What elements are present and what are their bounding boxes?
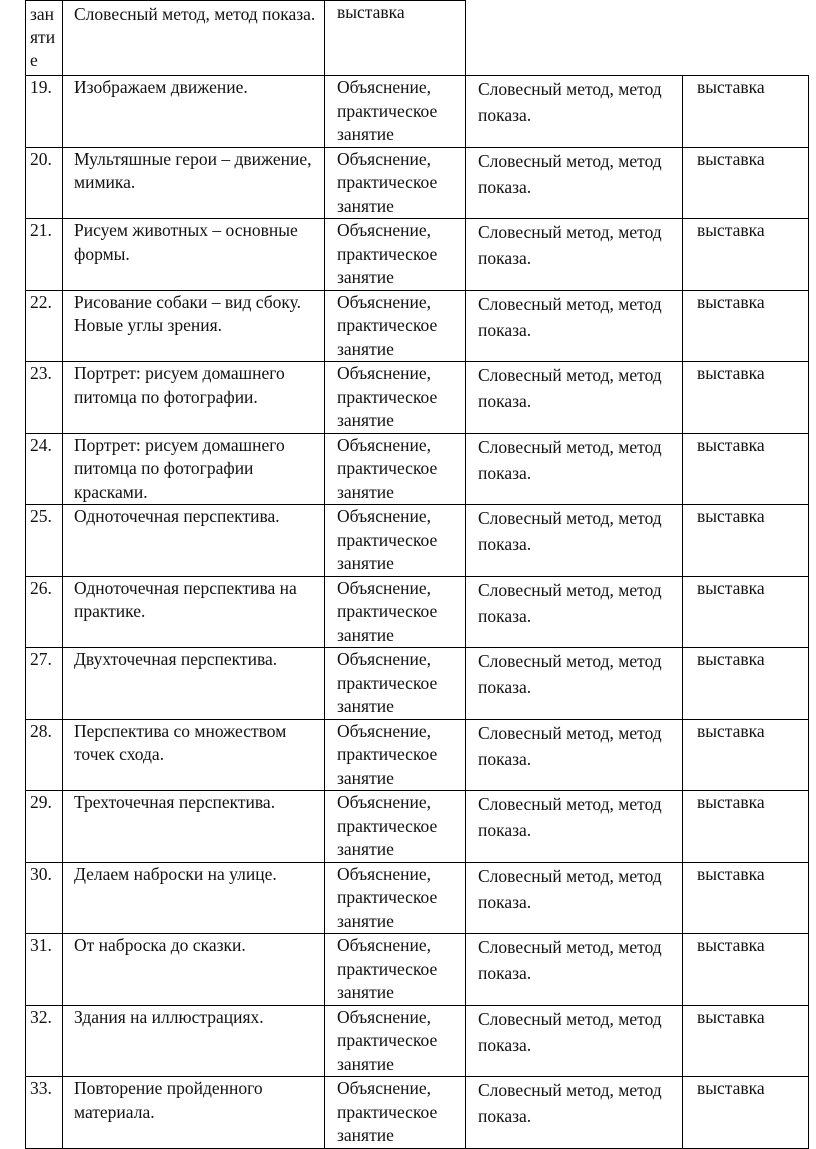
lesson-number-cell [26, 862, 63, 934]
form-text: Объяснение, практическое занятие [337, 1006, 438, 1074]
result-text: выставка [697, 649, 765, 669]
result-text: выставка [697, 863, 765, 884]
topic-text: Здания на иллюстрациях. [74, 1006, 264, 1027]
table-header-row [26, 1, 809, 76]
method-cell [466, 719, 683, 791]
form-cell [325, 76, 466, 148]
lesson-number-cell [26, 648, 63, 720]
lesson-number-cell [26, 719, 63, 791]
result-cell [683, 862, 809, 934]
method-cell [466, 934, 683, 1006]
topic-cell [63, 791, 325, 863]
lesson-number-text: 21. [30, 220, 52, 240]
result-text: выставка [697, 148, 765, 169]
method-cell [466, 648, 683, 720]
header-empty-area [466, 1, 809, 76]
header-method-text: Словесный метод, метод показа. [74, 4, 316, 24]
topic-cell [63, 433, 325, 505]
lesson-number-cell [26, 934, 63, 1006]
form-text: Объяснение, практическое занятие [337, 148, 438, 216]
lesson-number-text: 32. [30, 1006, 52, 1027]
lesson-number-text: 22. [30, 291, 52, 312]
topic-text: Изображаем движение. [74, 77, 248, 97]
method-cell [466, 1005, 683, 1077]
result-cell [683, 433, 809, 505]
form-cell [325, 433, 466, 505]
table-row [26, 362, 809, 434]
form-text: Объяснение, практическое занятие [337, 577, 438, 645]
result-text: выставка [697, 1078, 765, 1098]
method-cell [466, 576, 683, 648]
table-row [26, 1077, 809, 1149]
lesson-plan-table [25, 0, 809, 1149]
topic-cell [63, 648, 325, 720]
topic-text: Мультяшные герои – движение, мимика. [74, 148, 312, 192]
form-cell [325, 147, 466, 219]
form-cell [325, 290, 466, 362]
topic-text: Двухточечная перспектива. [74, 649, 278, 669]
result-cell [683, 219, 809, 291]
method-cell [466, 290, 683, 362]
header-lesson-line: е [30, 50, 38, 70]
header-method-cell [63, 1, 325, 76]
form-text: Объяснение, практическое занятие [337, 291, 438, 359]
method-text: Словесный метод, метод показа. [478, 722, 662, 769]
result-cell [683, 576, 809, 648]
topic-text: Рисование собаки – вид сбоку. Новые углы зрения. [74, 291, 302, 335]
table-row [26, 791, 809, 863]
result-cell [683, 505, 809, 577]
header-lesson-line: зан [30, 4, 55, 24]
lesson-number-text: 25. [30, 506, 52, 526]
table-row [26, 219, 809, 291]
result-cell [683, 934, 809, 1006]
lesson-number-cell [26, 362, 63, 434]
topic-text: Портрет: рисуем домашнего питомца по фотографии. [74, 363, 285, 407]
result-text: выставка [697, 720, 765, 741]
lesson-number-text: 20. [30, 148, 52, 169]
topic-cell [63, 76, 325, 148]
form-text: Объяснение, практическое занятие [337, 792, 438, 859]
form-text: Объяснение, практическое занятие [337, 434, 438, 502]
method-cell [466, 433, 683, 505]
lesson-number-cell [26, 290, 63, 362]
method-cell [466, 791, 683, 863]
table-row [26, 505, 809, 577]
form-text: Объяснение, практическое занятие [337, 863, 438, 931]
form-cell [325, 576, 466, 648]
method-cell [466, 76, 683, 148]
result-text: выставка [697, 935, 765, 955]
result-text: выставка [697, 363, 765, 383]
header-lesson-cell [26, 1, 63, 76]
table-row [26, 648, 809, 720]
header-result-text: выставка [337, 2, 405, 22]
form-cell [325, 648, 466, 720]
lesson-number-text: 33. [30, 1078, 52, 1098]
result-text: выставка [697, 506, 765, 526]
method-text: Словесный метод, метод показа. [478, 222, 662, 268]
topic-text: Портрет: рисуем домашнего питомца по фотографии красками. [74, 434, 285, 502]
topic-cell [63, 362, 325, 434]
method-cell [466, 362, 683, 434]
lesson-number-text: 31. [30, 935, 52, 955]
topic-cell [63, 862, 325, 934]
form-text: Объяснение, практическое занятие [337, 506, 438, 573]
method-text: Словесный метод, метод показа. [478, 508, 662, 554]
lesson-number-cell [26, 1077, 63, 1149]
method-cell [466, 219, 683, 291]
lesson-number-text: 28. [30, 720, 52, 741]
method-cell [466, 1077, 683, 1149]
method-text: Словесный метод, метод показа. [478, 865, 662, 912]
topic-cell [63, 147, 325, 219]
method-text: Словесный метод, метод показа. [478, 293, 662, 340]
lesson-number-cell [26, 505, 63, 577]
form-cell [325, 934, 466, 1006]
result-cell [683, 719, 809, 791]
lesson-number-cell [26, 1005, 63, 1077]
form-cell [325, 1005, 466, 1077]
header-lesson-line: яти [30, 27, 56, 47]
table-row [26, 76, 809, 148]
topic-cell [63, 934, 325, 1006]
lesson-number-text: 24. [30, 434, 52, 455]
lesson-number-text: 27. [30, 649, 52, 669]
method-text: Словесный метод, метод показа. [478, 79, 662, 125]
table-row [26, 862, 809, 934]
method-text: Словесный метод, метод показа. [478, 1080, 662, 1126]
method-text: Словесный метод, метод показа. [478, 365, 662, 411]
method-text: Словесный метод, метод показа. [478, 651, 662, 697]
lesson-number-text: 26. [30, 577, 52, 598]
method-text: Словесный метод, метод показа. [478, 579, 662, 626]
method-cell [466, 147, 683, 219]
lesson-number-text: 30. [30, 863, 52, 884]
form-cell [325, 862, 466, 934]
topic-text: Делаем наброски на улице. [74, 863, 277, 884]
topic-cell [63, 505, 325, 577]
table-row [26, 433, 809, 505]
form-text: Объяснение, практическое занятие [337, 649, 438, 716]
lesson-number-cell [26, 433, 63, 505]
topic-text: Рисуем животных – основные формы. [74, 220, 298, 264]
result-cell [683, 1005, 809, 1077]
result-cell [683, 290, 809, 362]
table-row [26, 1005, 809, 1077]
table-row [26, 576, 809, 648]
result-cell [683, 147, 809, 219]
form-text: Объяснение, практическое занятие [337, 77, 438, 144]
topic-cell [63, 576, 325, 648]
lesson-number-cell [26, 76, 63, 148]
lesson-number-cell [26, 147, 63, 219]
form-cell [325, 505, 466, 577]
lesson-number-text: 29. [30, 792, 52, 812]
result-cell [683, 76, 809, 148]
topic-text: От наброска до сказки. [74, 935, 246, 955]
lesson-number-text: 19. [30, 77, 52, 97]
result-cell [683, 362, 809, 434]
method-cell [466, 505, 683, 577]
lesson-number-cell [26, 791, 63, 863]
form-cell [325, 791, 466, 863]
topic-cell [63, 1077, 325, 1149]
result-text: выставка [697, 577, 765, 598]
method-text: Словесный метод, метод показа. [478, 436, 662, 483]
table-row [26, 934, 809, 1006]
result-cell [683, 791, 809, 863]
form-text: Объяснение, практическое занятие [337, 1078, 438, 1145]
result-text: выставка [697, 792, 765, 812]
topic-cell [63, 719, 325, 791]
topic-text: Трехточечная перспектива. [74, 792, 276, 812]
topic-text: Одноточечная перспектива. [74, 506, 280, 526]
result-text: выставка [697, 220, 765, 240]
topic-cell [63, 1005, 325, 1077]
method-cell [466, 862, 683, 934]
method-text: Словесный метод, метод показа. [478, 1008, 662, 1055]
topic-cell [63, 290, 325, 362]
method-text: Словесный метод, метод показа. [478, 937, 662, 983]
form-cell [325, 1077, 466, 1149]
result-text: выставка [697, 77, 765, 97]
result-cell [683, 648, 809, 720]
method-text: Словесный метод, метод показа. [478, 794, 662, 840]
form-text: Объяснение, практическое занятие [337, 935, 438, 1002]
topic-cell [63, 219, 325, 291]
form-text: Объяснение, практическое занятие [337, 720, 438, 788]
topic-text: Повторение пройденного материала. [74, 1078, 263, 1122]
topic-text: Перспектива со множеством точек схода. [74, 720, 287, 764]
table-row [26, 719, 809, 791]
lesson-number-text: 23. [30, 363, 52, 383]
topic-text: Одноточечная перспектива на практике. [74, 577, 297, 621]
table-row [26, 290, 809, 362]
form-cell [325, 219, 466, 291]
form-text: Объяснение, практическое занятие [337, 363, 438, 430]
table-row [26, 147, 809, 219]
result-text: выставка [697, 291, 765, 312]
header-result-cell [325, 1, 466, 76]
lesson-number-cell [26, 219, 63, 291]
result-text: выставка [697, 1006, 765, 1027]
result-text: выставка [697, 434, 765, 455]
form-text: Объяснение, практическое занятие [337, 220, 438, 287]
method-text: Словесный метод, метод показа. [478, 150, 662, 197]
result-cell [683, 1077, 809, 1149]
form-cell [325, 362, 466, 434]
form-cell [325, 719, 466, 791]
lesson-number-cell [26, 576, 63, 648]
